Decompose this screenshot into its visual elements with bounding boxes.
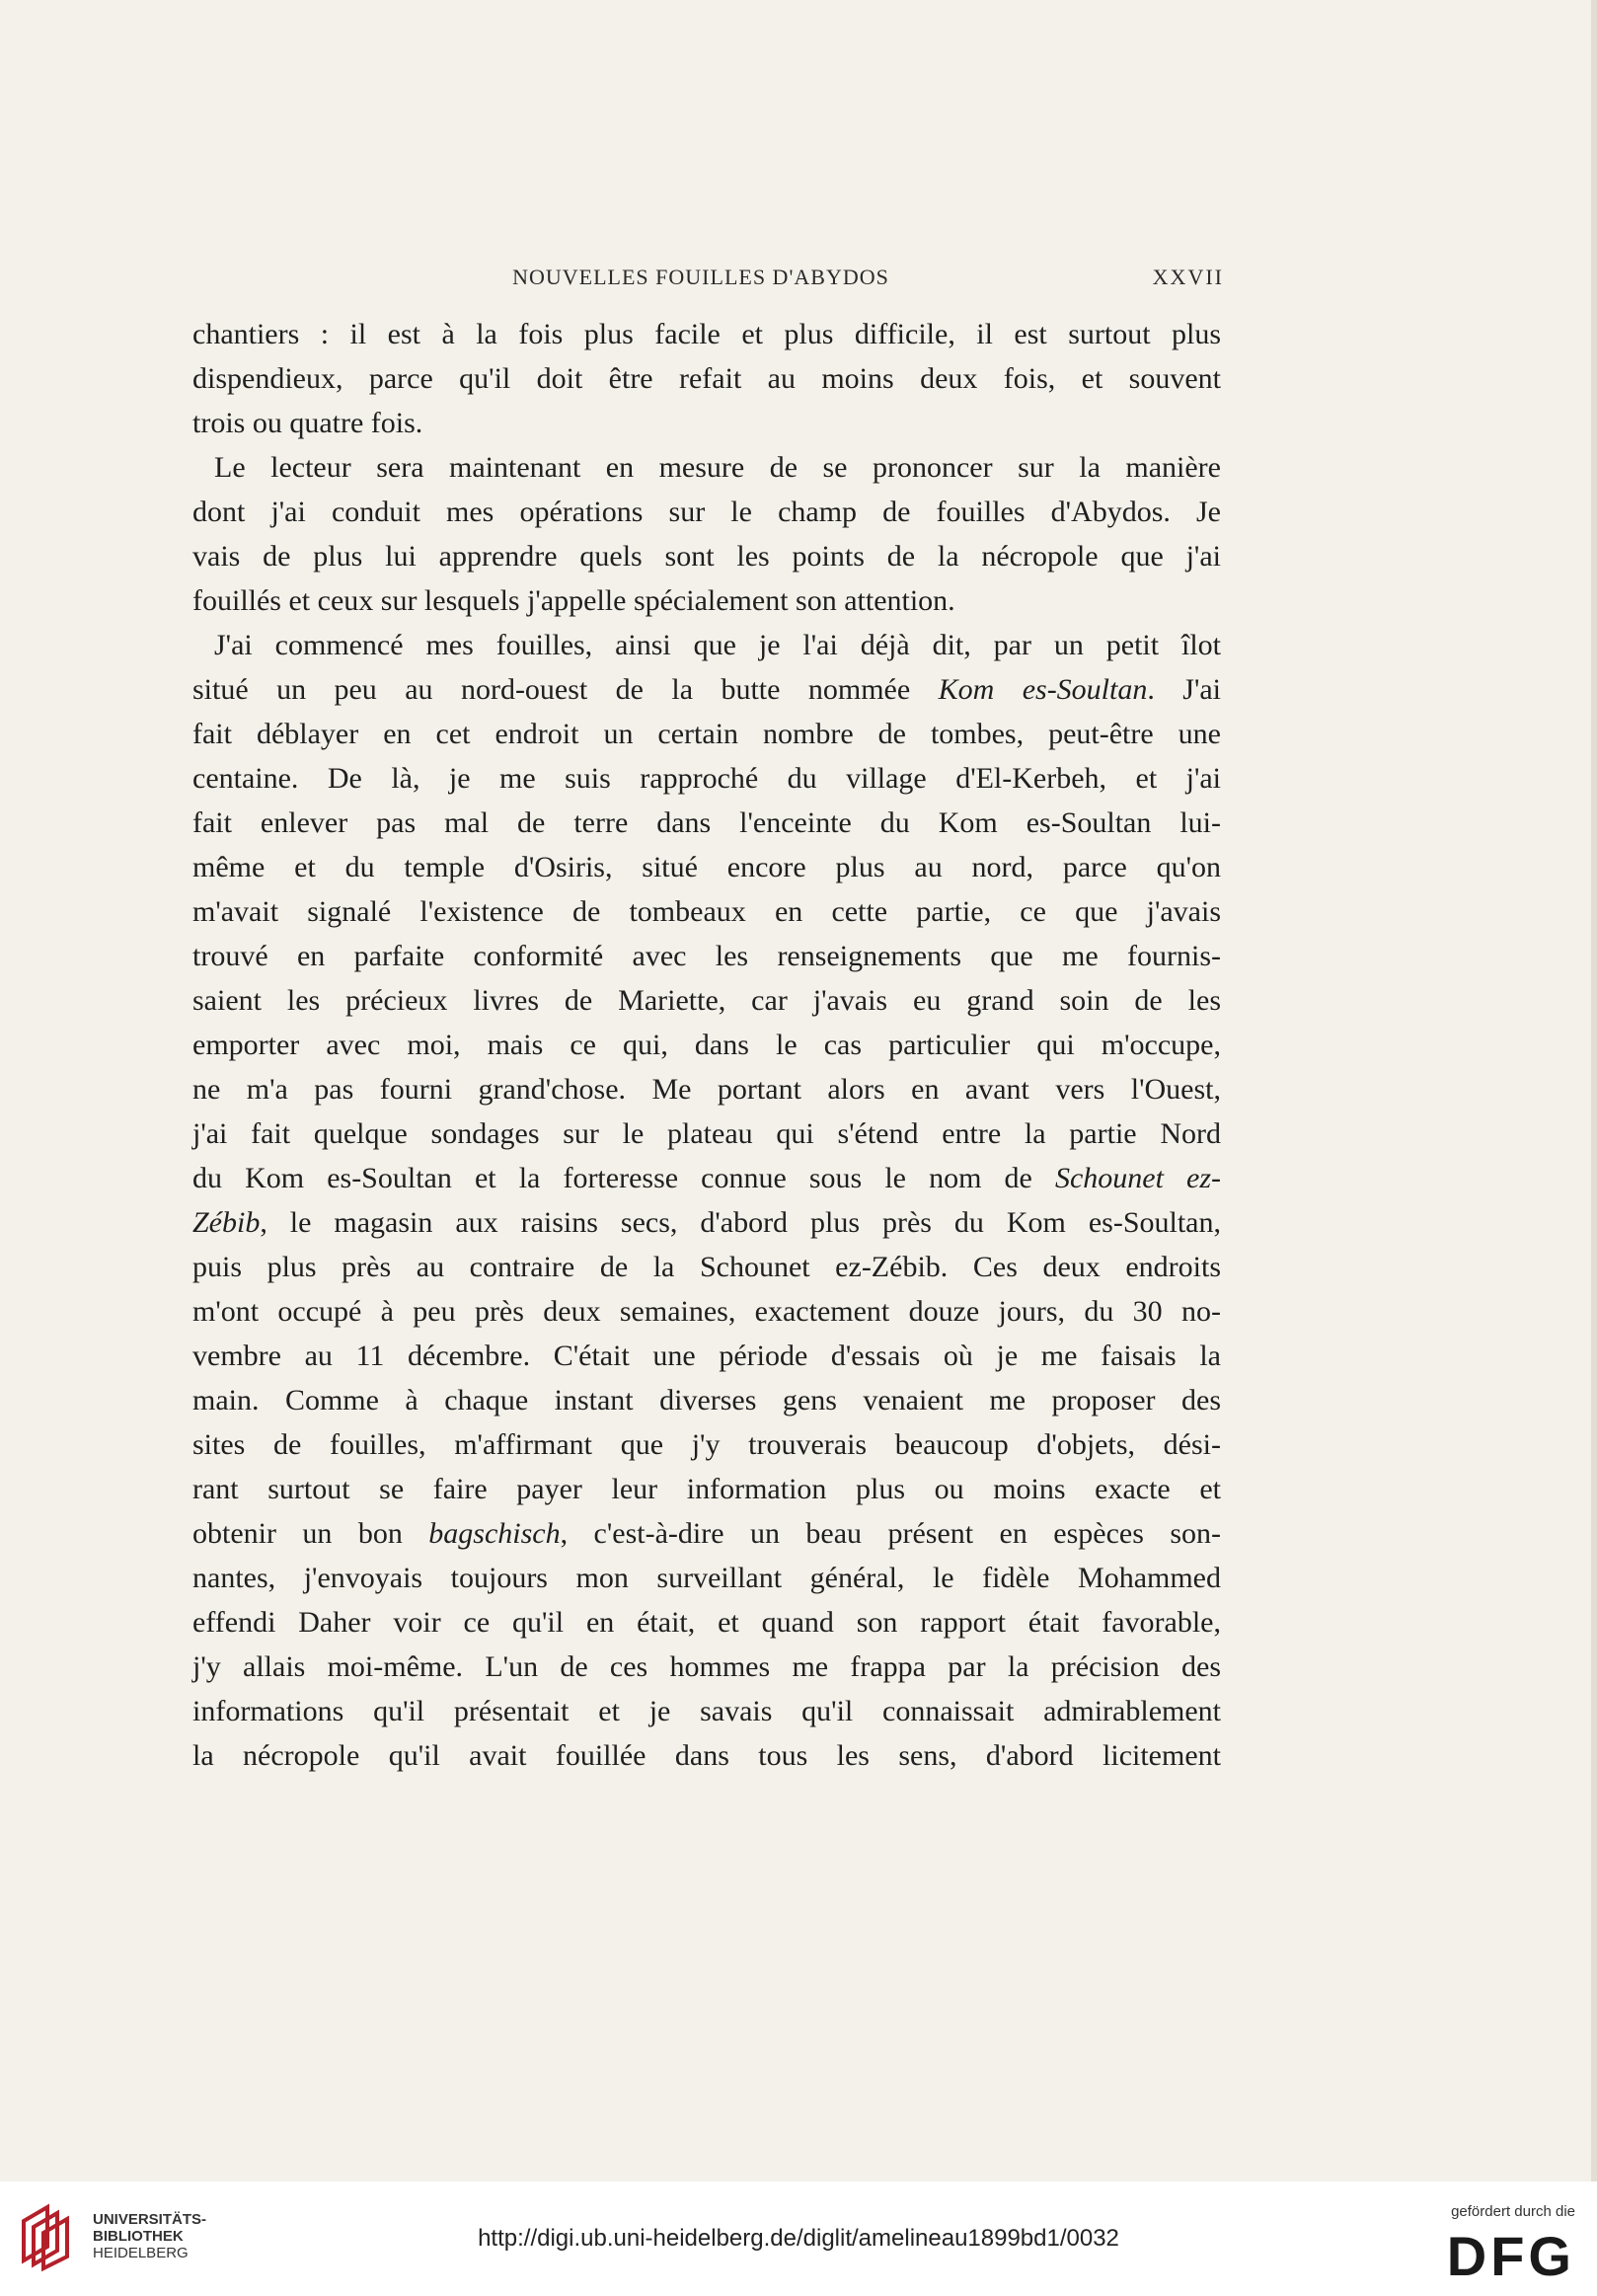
text-line: la nécropole qu'il avait fouillée dans tous les sens, d'abord licitement [192,1739,1221,1772]
text-line: dont j'ai conduit mes opérations sur le champ de fouilles d'Abydos. Je [192,496,1221,528]
text-run: situé un peu au nord-ouest de la butte nommée [192,673,939,706]
italic-term: bagschisch [428,1517,561,1550]
text-run: obtenir un bon [192,1517,429,1550]
funding-note: gefördert durch die [1451,2203,1575,2220]
text-line: m'ont occupé à peu près deux semaines, exactement douze jours, du 30 no- [192,1295,1221,1328]
running-head-title: NOUVELLES FOUILLES D'ABYDOS [512,265,889,289]
footer-bar [0,2181,1597,2296]
text-line: rant surtout se faire payer leur information plus ou moins exacte et [192,1473,1221,1505]
library-name-line3: HEIDELBERG [93,2245,189,2261]
text-run: . J'ai [1147,673,1222,706]
page-number: XXVII [1152,265,1224,289]
text-line: ne m'a pas fourni grand'chose. Me portant alors en avant vers l'Ouest, [192,1073,1221,1106]
running-head [178,265,1224,300]
text-line: trouvé en parfaite conformité avec les renseignements que me fournis- [192,940,1221,972]
text-line [192,1511,1221,1556]
text-line: trois ou quatre fois. [192,407,423,439]
text-line [192,667,1221,712]
dfg-logo[interactable]: DFG [1446,2225,1575,2287]
text-line: j'y allais moi-même. L'un de ces hommes me frappa par la précision des [192,1650,1221,1683]
text-line: sites de fouilles, m'affirmant que j'y trouverais beaucoup d'objets, dési- [192,1428,1221,1461]
text-line: fait enlever pas mal de terre dans l'enceinte du Kom es-Soultan lui- [192,806,1221,839]
italic-term: Schounet ez- [1054,1162,1221,1194]
italic-term: Kom es-Soultan [938,673,1148,706]
text-line: main. Comme à chaque instant diverses gens venaient me proposer des [192,1384,1221,1416]
text-line: effendi Daher voir ce qu'il en était, et quand son rapport était favorable, [192,1606,1221,1639]
library-name-line2: BIBLIOTHEK [93,2228,184,2245]
text-line: puis plus près au contraire de la Schounet ez-Zébib. Ces deux endroits [192,1251,1221,1283]
text-line: fouillés et ceux sur lesquels j'appelle spécialement son attention. [192,584,955,617]
body-text [192,312,1221,1778]
text-line: m'avait signalé l'existence de tombeaux en cette partie, ce que j'avais [192,895,1221,928]
text-line: vais de plus lui apprendre quels sont les points de la nécropole que j'ai [192,540,1221,573]
text-line: J'ai commencé mes fouilles, ainsi que je l'ai déjà dit, par un petit îlot [214,629,1221,661]
text-run: , c'est-à-dire un beau présent en espèces son- [560,1517,1221,1550]
library-name-line1: UNIVERSITÄTS- [93,2211,207,2228]
text-line [192,1156,1221,1200]
text-line: chantiers : il est à la fois plus facile et plus difficile, il est surtout plus [192,318,1221,350]
text-line: même et du temple d'Osiris, situé encore plus au nord, parce qu'on [192,851,1221,883]
text-line: vembre au 11 décembre. C'était une période d'essais où je me faisais la [192,1339,1221,1372]
text-line: centaine. De là, je me suis rapproché du village d'El-Kerbeh, et j'ai [192,762,1221,795]
text-line: nantes, j'envoyais toujours mon surveillant général, le fidèle Mohammed [192,1562,1221,1594]
text-line [192,1200,1221,1245]
text-line: saient les précieux livres de Mariette, car j'avais eu grand soin de les [192,984,1221,1017]
text-line: j'ai fait quelque sondages sur le plateau qui s'étend entre la partie Nord [192,1117,1221,1150]
text-run: du Kom es-Soultan et la forteresse connue sous le nom de [192,1162,1055,1194]
text-run: , le magasin aux raisins secs, d'abord plus près du Kom es-Soultan, [260,1206,1221,1239]
page-edge [1591,0,1597,2181]
text-line: informations qu'il présentait et je savais qu'il connaissait admirablement [192,1695,1221,1727]
text-line: dispendieux, parce qu'il doit être refait au moins deux fois, et souvent [192,362,1221,395]
text-line: emporter avec moi, mais ce qui, dans le cas particulier qui m'occupe, [192,1029,1221,1061]
italic-term: Zébib [192,1206,261,1239]
text-line: fait déblayer en cet endroit un certain nombre de tombes, peut-être une [192,718,1221,750]
text-line: Le lecteur sera maintenant en mesure de se prononcer sur la manière [214,451,1221,484]
permalink-url[interactable]: http://digi.ub.uni-heidelberg.de/diglit/amelineau1899bd1/0032 [478,2225,1119,2252]
